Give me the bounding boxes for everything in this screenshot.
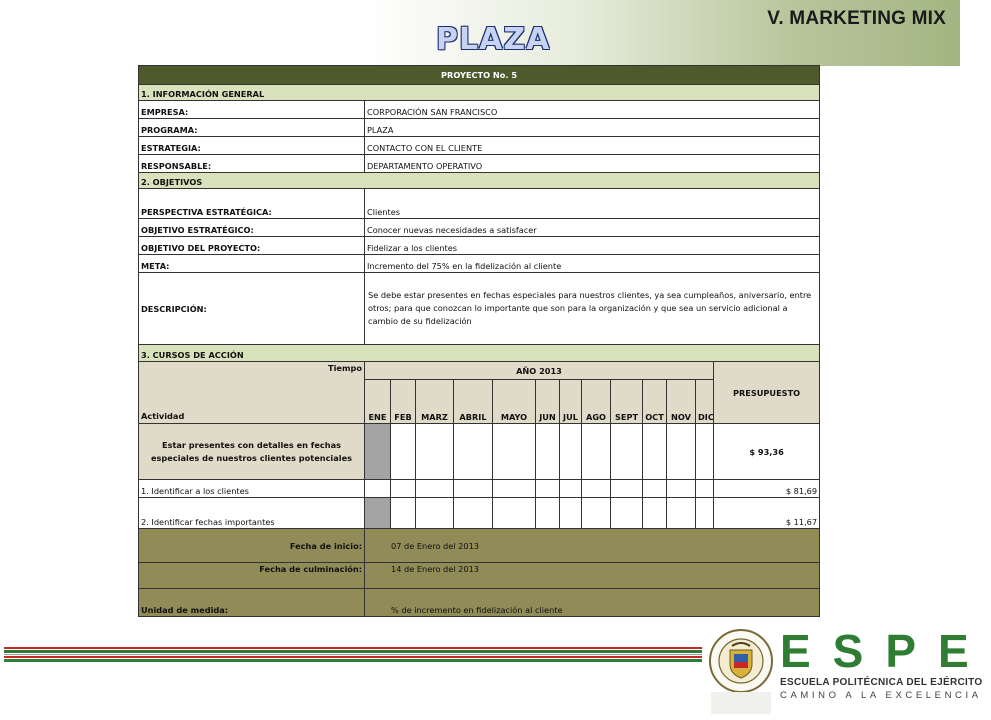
strategy-value: CONTACTO CON EL CLIENTE bbox=[365, 137, 820, 155]
schedule-cell bbox=[391, 424, 416, 480]
activity-row-main bbox=[139, 424, 820, 480]
schedule-cell bbox=[667, 424, 696, 480]
perspective-value: Clientes bbox=[365, 189, 820, 219]
program-label: PROGRAMA: bbox=[139, 119, 365, 137]
perspective-label: PERSPECTIVA ESTRATÉGICA: bbox=[139, 189, 365, 219]
month-header: FEB bbox=[391, 380, 416, 424]
schedule-cell bbox=[643, 498, 667, 529]
start-date-value: 07 de Enero del 2013 bbox=[365, 529, 820, 563]
schedule-cell bbox=[416, 424, 454, 480]
activity-budget: $ 11,67 bbox=[714, 498, 820, 529]
activity-name: 2. Identificar fechas importantes bbox=[139, 498, 365, 529]
schedule-cell bbox=[391, 498, 416, 529]
activity-budget: $ 93,36 bbox=[714, 424, 820, 480]
responsible-value: DEPARTAMENTO OPERATIVO bbox=[365, 155, 820, 173]
activity-name: Estar presentes con detalles en fechas especiales de nuestros clientes potenciales bbox=[139, 424, 365, 480]
schedule-cell bbox=[696, 424, 714, 480]
project-objective-label: OBJETIVO DEL PROYECTO: bbox=[139, 237, 365, 255]
unit-label: Unidad de medida: bbox=[139, 589, 365, 617]
schedule-cell bbox=[536, 498, 560, 529]
company-label: EMPRESA: bbox=[139, 101, 365, 119]
month-header: DIC bbox=[696, 380, 714, 424]
schedule-cell bbox=[536, 424, 560, 480]
month-header: SEPT bbox=[611, 380, 643, 424]
unit-value: % de incremento en fidelización al cliente bbox=[365, 589, 820, 617]
goal-value: Incremento del 75% en la fidelización al cliente bbox=[365, 255, 820, 273]
schedule-cell bbox=[582, 480, 611, 498]
schedule-cell bbox=[365, 480, 391, 498]
month-header: MAYO bbox=[493, 380, 536, 424]
espe-logo-block bbox=[708, 625, 991, 714]
schedule-cell bbox=[536, 480, 560, 498]
schedule-cell bbox=[582, 424, 611, 480]
espe-letters: ESPE bbox=[780, 625, 991, 677]
project-form-table bbox=[138, 65, 820, 617]
year-header: AÑO 2013 bbox=[365, 362, 714, 380]
schedule-cell bbox=[493, 498, 536, 529]
month-header: OCT bbox=[643, 380, 667, 424]
schedule-cell bbox=[611, 480, 643, 498]
responsible-label: RESPONSABLE: bbox=[139, 155, 365, 173]
strategy-label: ESTRATEGIA: bbox=[139, 137, 365, 155]
strategic-objective-label: OBJETIVO ESTRATÉGICO: bbox=[139, 219, 365, 237]
start-date-label: Fecha de inicio: bbox=[139, 529, 365, 563]
courses-heading: 3. CURSOS DE ACCIÓN bbox=[139, 345, 820, 362]
program-value: PLAZA bbox=[365, 119, 820, 137]
description-value: Se debe estar presentes en fechas especiales para nuestros clientes, ya sea cumpleaños, aniversario, entre otros; para que conozcan lo importante que son para la organización y que sea un servicio adicional a cambio de su fidelización bbox=[365, 273, 820, 345]
goal-label: META: bbox=[139, 255, 365, 273]
schedule-cell bbox=[696, 498, 714, 529]
month-header: NOV bbox=[667, 380, 696, 424]
schedule-cell bbox=[696, 480, 714, 498]
university-name: ESCUELA POLITÉCNICA DEL EJÉRCITO bbox=[780, 677, 983, 688]
month-header: JUN bbox=[536, 380, 560, 424]
schedule-cell bbox=[416, 498, 454, 529]
month-header: ABRIL bbox=[454, 380, 493, 424]
time-activity-header bbox=[139, 362, 365, 424]
schedule-cell bbox=[416, 480, 454, 498]
schedule-cell bbox=[454, 480, 493, 498]
project-title: PROYECTO No. 5 bbox=[139, 66, 820, 85]
university-tagline: CAMINO A LA EXCELENCIA bbox=[780, 690, 982, 701]
general-info-heading: 1. INFORMACIÓN GENERAL bbox=[139, 85, 820, 101]
schedule-cell bbox=[493, 480, 536, 498]
schedule-cell bbox=[493, 424, 536, 480]
schedule-cell bbox=[643, 424, 667, 480]
slide-title: PLAZA bbox=[436, 22, 551, 57]
activity-row-2 bbox=[139, 498, 820, 529]
activity-name: 1. Identificar a los clientes bbox=[139, 480, 365, 498]
seal-base bbox=[711, 692, 771, 714]
schedule-cell bbox=[454, 498, 493, 529]
activity-row-1 bbox=[139, 480, 820, 498]
university-seal-icon bbox=[708, 628, 774, 694]
schedule-cell bbox=[560, 498, 582, 529]
schedule-cell bbox=[365, 424, 391, 480]
activity-budget: $ 81,69 bbox=[714, 480, 820, 498]
schedule-cell bbox=[611, 498, 643, 529]
month-header: AGO bbox=[582, 380, 611, 424]
schedule-cell bbox=[667, 498, 696, 529]
end-date-label: Fecha de culminación: bbox=[139, 563, 365, 589]
end-date-value: 14 de Enero del 2013 bbox=[365, 563, 820, 589]
month-header: MARZ bbox=[416, 380, 454, 424]
schedule-cell bbox=[643, 480, 667, 498]
activity-label: Actividad bbox=[141, 411, 185, 421]
schedule-cell bbox=[611, 424, 643, 480]
project-objective-value: Fidelizar a los clientes bbox=[365, 237, 820, 255]
month-header: ENE bbox=[365, 380, 391, 424]
schedule-cell bbox=[454, 424, 493, 480]
time-label: Tiempo bbox=[328, 363, 362, 373]
section-title: V. MARKETING MIX bbox=[767, 8, 946, 29]
company-value: CORPORACIÓN SAN FRANCISCO bbox=[365, 101, 820, 119]
schedule-cell bbox=[391, 480, 416, 498]
schedule-cell bbox=[667, 480, 696, 498]
month-header: JUL bbox=[560, 380, 582, 424]
schedule-cell bbox=[582, 498, 611, 529]
schedule-cell bbox=[365, 498, 391, 529]
strategic-objective-value: Conocer nuevas necesidades a satisfacer bbox=[365, 219, 820, 237]
objectives-heading: 2. OBJETIVOS bbox=[139, 173, 820, 189]
schedule-cell bbox=[560, 424, 582, 480]
decorative-stripes bbox=[4, 647, 702, 663]
schedule-cell bbox=[560, 480, 582, 498]
description-label: DESCRIPCIÓN: bbox=[139, 273, 365, 345]
budget-header: PRESUPUESTO bbox=[714, 362, 820, 424]
